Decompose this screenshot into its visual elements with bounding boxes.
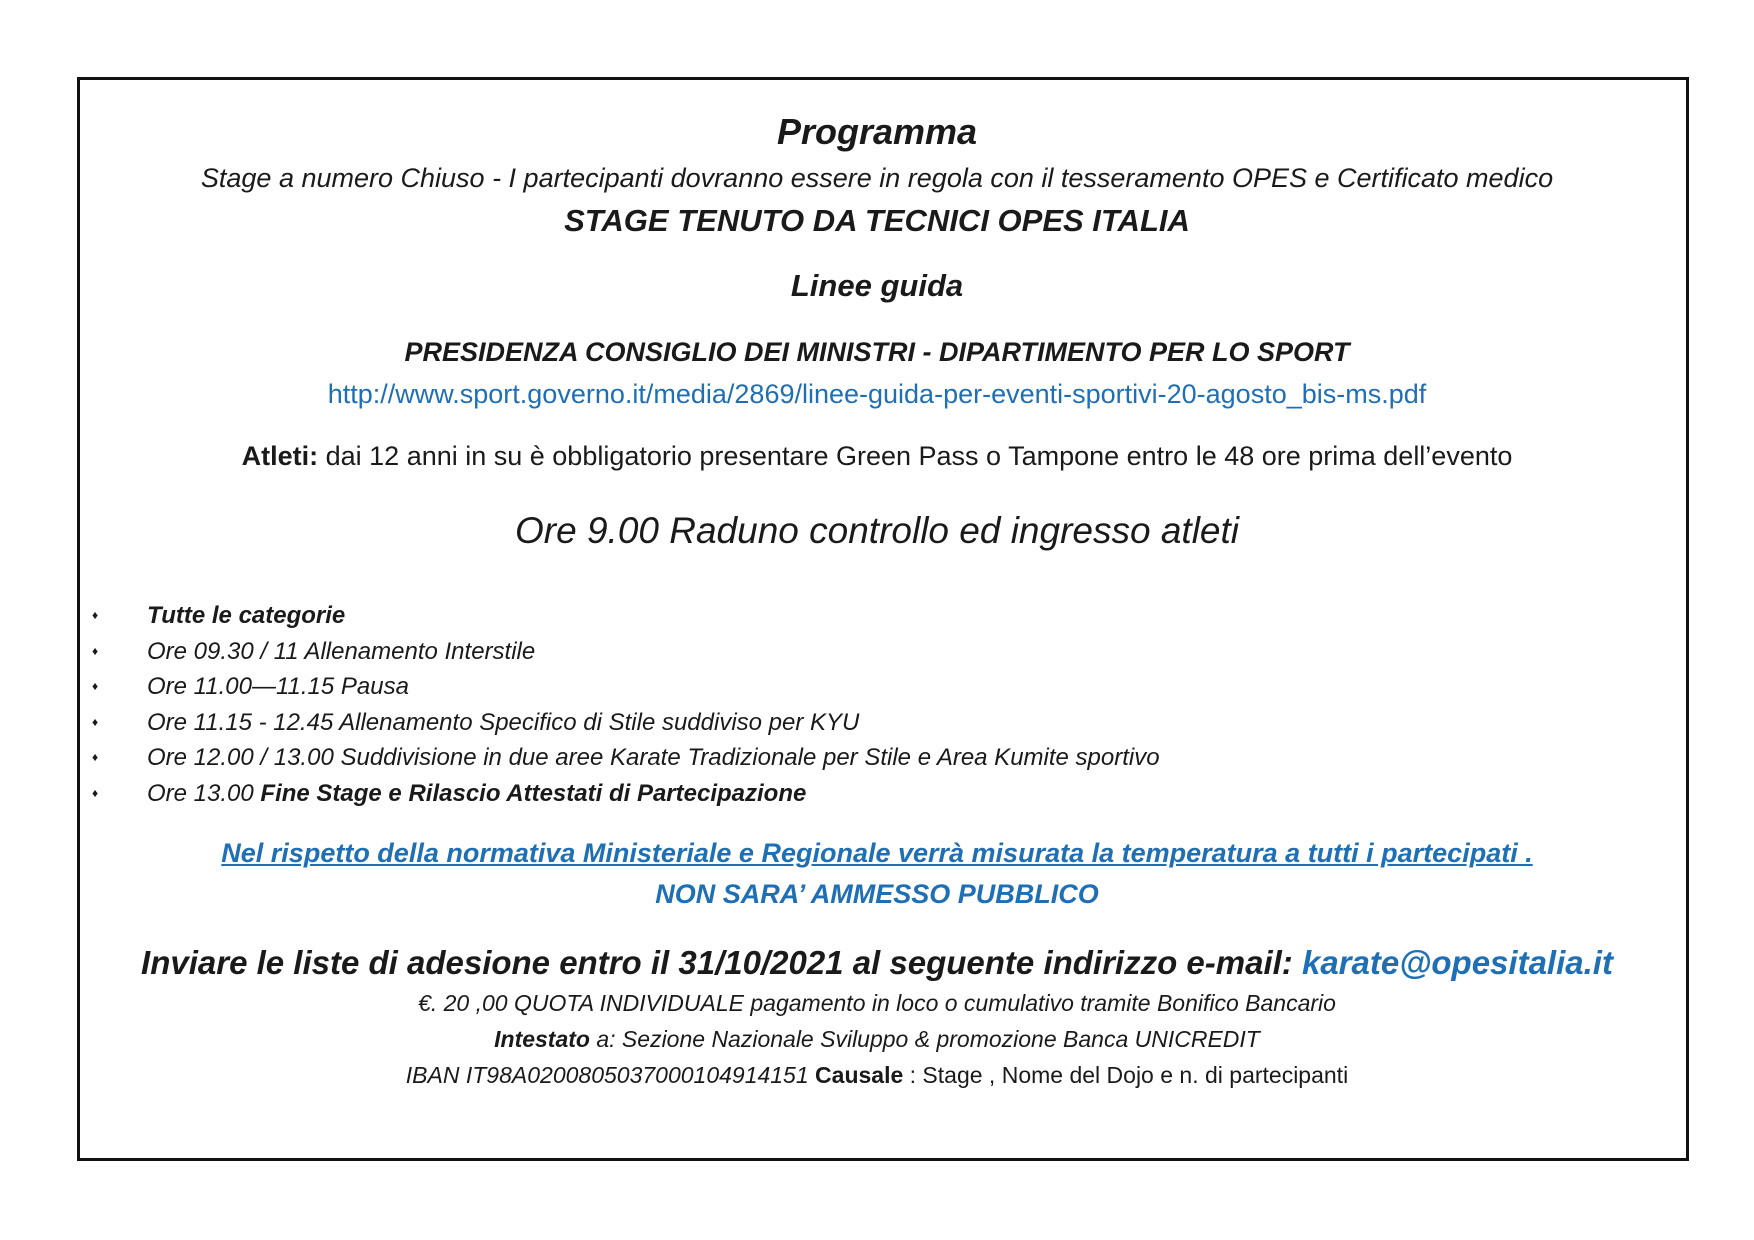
linee-guida-heading: Linee guida	[790, 268, 964, 303]
subtitle: Stage a numero Chiuso - I partecipanti dovranno essere in regola con il tesseramento OPES e Certificato medico	[200, 163, 1554, 193]
page-title: Programma	[776, 111, 978, 152]
causale-text: : Stage , Nome del Dojo e n. di partecipanti	[903, 1062, 1349, 1088]
bullet-icon: ♦	[92, 714, 99, 729]
schedule-time: Ore 13.00	[147, 779, 261, 807]
schedule-item-text: Ore 12.00 / 13.00 Suddivisione in due aree Karate Tradizionale per Stile e Area Kumite sportivo	[147, 744, 1160, 771]
intestato-text: a: Sezione Nazionale Sviluppo & promozione Banca UNICREDIT	[589, 1026, 1260, 1052]
schedule-item-text: Ore 11.00—11.15 Pausa	[147, 673, 409, 700]
bullet-icon: ♦	[92, 608, 99, 622]
bullet-icon: ♦	[92, 643, 99, 658]
causale-label: Causale	[815, 1062, 904, 1088]
authority-heading: PRESIDENZA CONSIGLIO DEI MINISTRI - DIPARTIMENTO PER LO SPORT	[404, 337, 1350, 367]
iban-line	[0, 1062, 1754, 1089]
registration-text: Inviare le liste di adesione entro il 31/10/2021 al seguente indirizzo e-mail:	[141, 944, 1302, 981]
fee-line: €. 20 ,00 QUOTA INDIVIDUALE pagamento in loco o cumulativo tramite Bonifico Bancario	[418, 990, 1336, 1016]
intestato-line	[0, 1026, 1754, 1053]
temperature-notice[interactable]: Nel rispetto della normativa Ministeriale e Regionale verrà misurata la temperatura a tutti i partecipati .	[221, 838, 1533, 868]
schedule-item-text: Ore 11.15 - 12.45 Allenamento Specifico di Stile suddiviso per KYU	[147, 708, 860, 736]
guidelines-link[interactable]: http://www.sport.governo.it/media/2869/linee-guida-per-eventi-sportivi-20-agosto_bis-ms.pdf	[327, 379, 1427, 409]
email-link[interactable]: karate@opesitalia.it	[1301, 944, 1613, 981]
tecnici-heading: STAGE TENUTO DA TECNICI OPES ITALIA	[564, 203, 1190, 238]
bullet-icon: ♦	[92, 679, 99, 693]
intestato-label: Intestato	[494, 1026, 590, 1052]
schedule-item-text	[147, 776, 806, 811]
schedule-item-bold: Fine Stage e Rilascio Attestati di Partecipazione	[260, 779, 807, 807]
atleti-text: dai 12 anni in su è obbligatorio presentare Green Pass o Tampone entro le 48 ore prima dell’evento	[318, 441, 1513, 471]
raduno-heading: Ore 9.00 Raduno controllo ed ingresso atleti	[515, 510, 1239, 551]
no-public-notice: NON SARA’ AMMESSO PUBBLICO	[655, 879, 1099, 909]
iban-value: IBAN IT98A0200805037000104914151	[405, 1062, 816, 1088]
atleti-requirement	[0, 441, 1754, 472]
schedule-item-text: Tutte le categorie	[147, 602, 346, 629]
atleti-label: Atleti:	[241, 441, 319, 471]
schedule-item-text: Ore 09.30 / 11 Allenamento Interstile	[147, 637, 536, 665]
bullet-icon: ♦	[92, 750, 99, 764]
bullet-icon: ♦	[92, 785, 99, 800]
registration-instructions	[0, 944, 1754, 982]
